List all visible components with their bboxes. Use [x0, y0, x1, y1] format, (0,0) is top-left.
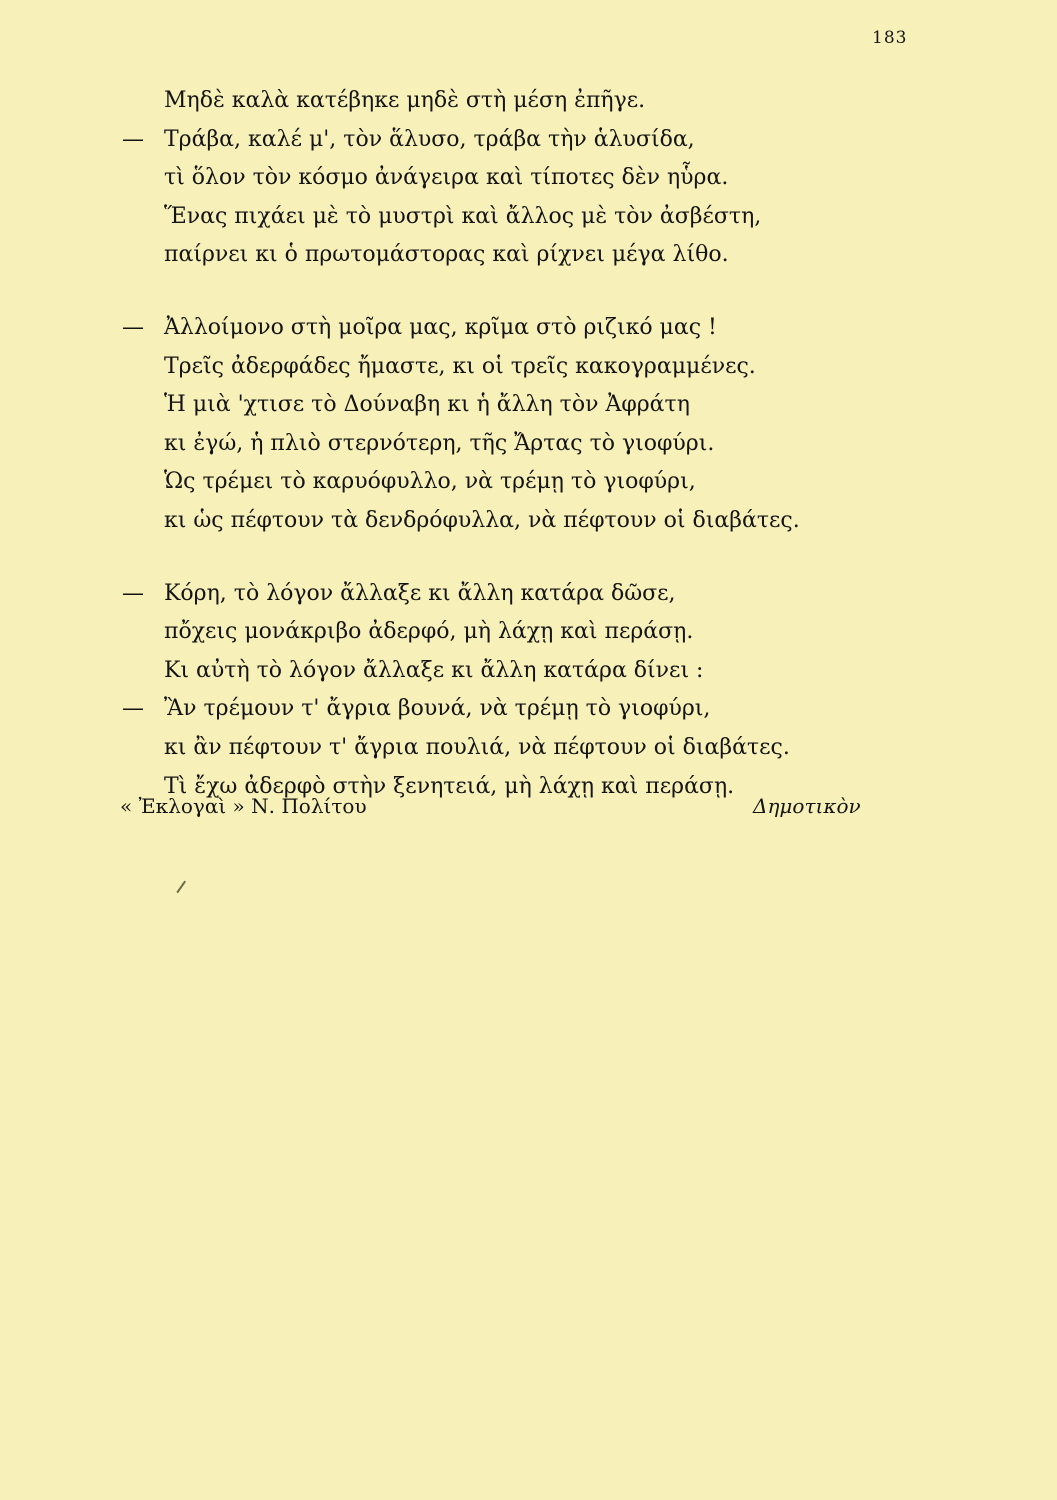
poem-line-text: Τράβα, καλέ μ', τὸν ἅλυσο, τράβα τὴν ἁλυσίδα,	[164, 126, 695, 152]
poem-line	[0, 502, 1057, 541]
poem-line-text: τὶ ὅλον τὸν κόσμο ἀνάγειρα καὶ τίποτες δὲν ηὗρα.	[164, 165, 729, 191]
poem-line	[0, 82, 1057, 121]
poem-line-text: κι ἂν πέφτουν τ' ἄγρια πουλιά, νὰ πέφτουν οἱ διαβάτες.	[164, 734, 790, 760]
page-number: 183	[872, 28, 908, 48]
poem-line	[0, 159, 1057, 198]
poem-line-text: Κι αὐτὴ τὸ λόγον ἄλλαξε κι ἄλλη κατάρα δίνει :	[164, 657, 704, 683]
poem-line	[0, 348, 1057, 387]
poem-line-text: Ἡ μιὰ 'χτισε τὸ Δούναβη κι ἡ ἄλλη τὸν Ἀφράτη	[164, 392, 690, 418]
poem-line	[0, 575, 1057, 614]
poem-line	[0, 425, 1057, 464]
poem-line	[0, 198, 1057, 237]
poem-line-text: Μηδὲ καλὰ κατέβηκε μηδὲ στὴ μέση ἐπῆγε.	[164, 88, 646, 113]
footer	[0, 794, 1057, 824]
poem-line-text: πὄχεις μονάκριβο ἀδερφό, μὴ λάχῃ καὶ περάσῃ.	[164, 619, 694, 645]
genre-label: Δημοτικὸν	[753, 794, 861, 818]
stanza	[0, 575, 1057, 807]
dialogue-dash: —	[122, 696, 144, 722]
poem-line-text: κι ὡς πέφτουν τὰ δενδρόφυλλα, νὰ πέφτουν οἱ διαβάτες.	[164, 507, 800, 533]
poem-line	[0, 652, 1057, 691]
poem-line	[0, 236, 1057, 275]
dialogue-dash: —	[122, 126, 144, 152]
stanza-gap	[0, 541, 1057, 575]
stanza	[0, 82, 1057, 275]
poem-line	[0, 463, 1057, 502]
poem-line-text: Τρεῖς ἀδερφάδες ἤμαστε, κι οἱ τρεῖς κακογραμμένες.	[164, 353, 756, 379]
stanza	[0, 309, 1057, 541]
poem-line-text: Ἕνας πιχάει μὲ τὸ μυστρὶ καὶ ἄλλος μὲ τὸν ἀσβέστη,	[164, 203, 762, 229]
poem-line	[0, 690, 1057, 729]
poem-line-text: Ὡς τρέμει τὸ καρυόφυλλο, νὰ τρέμῃ τὸ γιοφύρι,	[164, 469, 696, 495]
source-citation: « Ἐκλογαὶ » Ν. Πολίτου	[120, 794, 367, 818]
poem-line-text: Ἂν τρέμουν τ' ἄγρια βουνά, νὰ τρέμῃ τὸ γιοφύρι,	[164, 696, 711, 722]
poem-line-text: κι ἐγώ, ἡ πλιὸ στερνότερη, τῆς Ἄρτας τὸ γιοφύρι.	[164, 430, 715, 456]
stanza-gap	[0, 275, 1057, 309]
poem-line	[0, 121, 1057, 160]
poem-line	[0, 309, 1057, 348]
poem-line-text: Κόρη, τὸ λόγον ἄλλαξε κι ἄλλη κατάρα δῶσε,	[164, 580, 676, 606]
poem-line-text: Ἀλλοίμονο στὴ μοῖρα μας, κρῖμα στὸ ριζικό μας !	[164, 314, 717, 340]
poem-line-text: παίρνει κι ὁ πρωτομάστορας καὶ ρίχνει μέγα λίθο.	[164, 242, 729, 268]
dialogue-dash: —	[122, 314, 144, 340]
poem-line	[0, 729, 1057, 768]
page-speck	[176, 881, 185, 893]
poem	[0, 82, 1057, 806]
poem-line-text: Τὶ ἔχω ἀδερφὸ στὴν ξενητειά, μὴ λάχῃ καὶ περάσῃ.	[164, 773, 735, 799]
dialogue-dash: —	[122, 580, 144, 606]
poem-line	[0, 386, 1057, 425]
poem-line	[0, 613, 1057, 652]
